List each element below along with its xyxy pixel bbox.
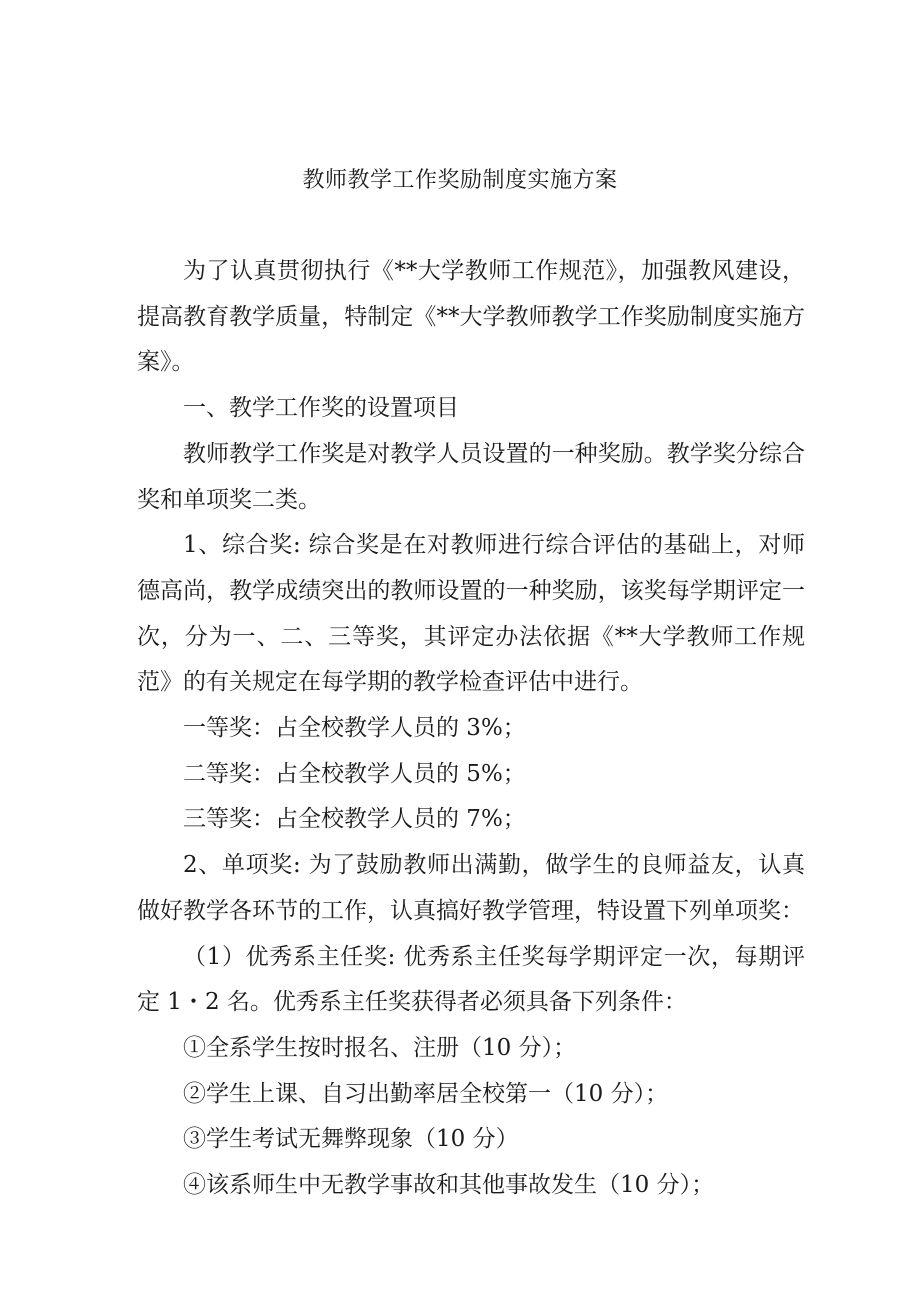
- condition-item-3: ③学生考试无舞弊现象（10 分）: [183, 1126, 519, 1153]
- dept-head-award-paragraph: （1）优秀系主任奖: 优秀系主任奖每学期评定一次，每期评定 1・2 名。优秀系主任奖获得者必须具备下列条件：: [137, 943, 805, 1016]
- condition-item-2: ②学生上课、自习出勤率居全校第一（10 分）；: [183, 1080, 669, 1107]
- first-prize-line: 一等奖：占全校教学人员的 3%；: [183, 715, 526, 742]
- single-award-paragraph: 2、单项奖: 为了鼓励教师出满勤，做学生的良师益友，认真做好教学各环节的工作，认真搞好教学管理，特设置下列单项奖：: [137, 852, 805, 924]
- section-heading-1: 一、教学工作奖的设置项目: [183, 395, 459, 422]
- intro-paragraph: 为了认真贯彻执行《**大学教师工作规范》，加强教风建设，提高教育教学质量，特制定《**大学教师教学工作奖励制度实施方案》。: [137, 258, 805, 376]
- document-body: [137, 249, 805, 1209]
- award-overview-paragraph: 教师教学工作奖是对教学人员设置的一种奖励。教学奖分综合奖和单项奖二类。: [137, 440, 805, 513]
- comprehensive-award-paragraph: 1、综合奖: 综合奖是在对教师进行综合评估的基础上，对师德高尚，教学成绩突出的教师设置的一种奖励，该奖每学期评定一次，分为一、二、三等奖，其评定办法依据《**大学教师工作规范》的有关规定在每学期的教学检查评估中进行。: [137, 532, 805, 696]
- condition-item-4: ④该系师生中无教学事故和其他事故发生（10 分）；: [183, 1172, 715, 1199]
- document-title: 教师教学工作奖励制度实施方案: [302, 168, 618, 193]
- third-prize-line: 三等奖：占全校教学人员的 7%；: [183, 806, 526, 833]
- condition-item-1: ①全系学生按时报名、注册（10 分）；: [183, 1034, 577, 1061]
- second-prize-line: 二等奖：占全校教学人员的 5%；: [183, 760, 526, 787]
